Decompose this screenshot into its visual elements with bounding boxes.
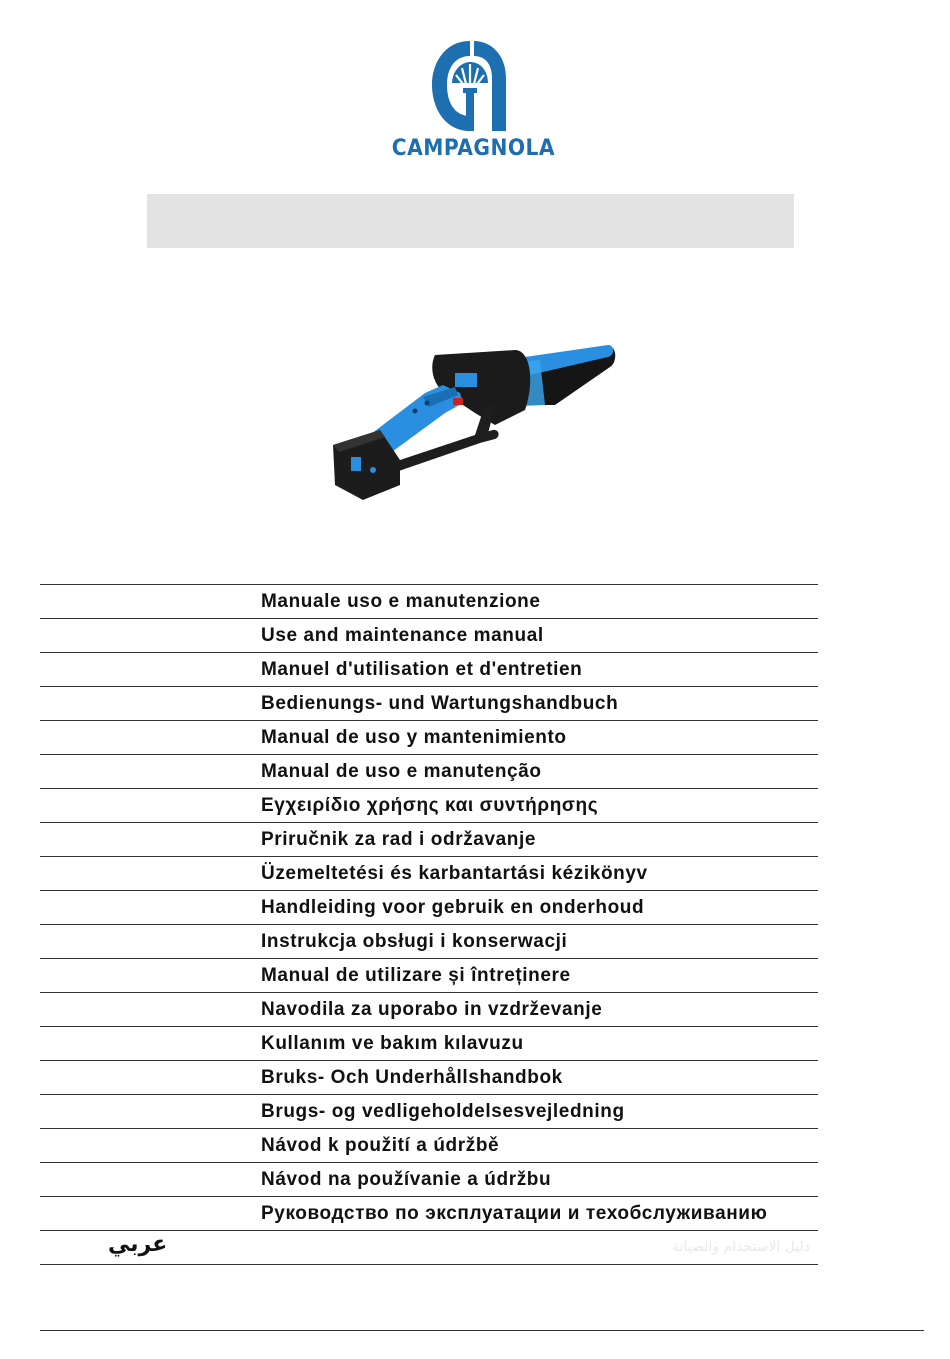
list-item: [40, 1162, 818, 1196]
list-item: [40, 1128, 818, 1162]
list-item: [40, 788, 818, 822]
manual-title: Manuel d'utilisation et d'entretien: [261, 659, 583, 680]
arabic-manual-title: دليل الاستخدام والصيانة: [672, 1239, 810, 1255]
manual-title: Manual de utilizare și întreținere: [261, 965, 571, 986]
manual-title: Руководство по эксплуатации и техобслуживанию: [261, 1203, 768, 1224]
manual-title: Εγχειρίδιο χρήσης και συντήρησης: [261, 795, 599, 816]
manual-title: Návod k použití a údržbě: [261, 1135, 500, 1156]
arabic-row: [40, 1230, 818, 1265]
brand-name: CAMPAGNOLA: [391, 136, 556, 161]
manual-title: Priručnik za rad i održavanje: [261, 829, 537, 850]
manual-title: Bedienungs- und Wartungshandbuch: [261, 693, 619, 714]
manual-title: Manual de uso y mantenimiento: [261, 727, 567, 748]
manual-title: Instrukcja obsługi i konserwacji: [261, 931, 568, 952]
campagnola-logo: [385, 38, 555, 168]
list-item: [40, 856, 818, 890]
list-item: [40, 890, 818, 924]
list-item: [40, 686, 818, 720]
list-item: [40, 958, 818, 992]
list-item: [40, 1060, 818, 1094]
title-banner: [147, 194, 794, 248]
list-item: [40, 822, 818, 856]
list-item: [40, 1094, 818, 1128]
manual-language-list: [40, 584, 818, 1265]
list-item: [40, 618, 818, 652]
manual-title: Use and maintenance manual: [261, 625, 544, 646]
list-item: [40, 652, 818, 686]
manual-title: Brugs- og vedligeholdelsesvejledning: [261, 1101, 625, 1122]
list-item: [40, 720, 818, 754]
campagnola-tree-icon: [430, 38, 510, 138]
manual-title: Navodila za uporabo in vzdrževanje: [261, 999, 603, 1020]
manual-title: Kullanım ve bakım kılavuzu: [261, 1033, 524, 1054]
manual-title: Návod na používanie a údržbu: [261, 1169, 552, 1190]
manual-title: Handleiding voor gebruik en onderhoud: [261, 897, 645, 918]
list-item: [40, 924, 818, 958]
manual-title: Bruks- Och Underhållshandbok: [261, 1067, 563, 1088]
battery-pruning-saw-image: [325, 335, 625, 510]
list-item: [40, 584, 818, 618]
list-item: [40, 754, 818, 788]
list-item: [40, 1196, 818, 1230]
list-item: [40, 992, 818, 1026]
list-item: [40, 1026, 818, 1060]
manual-title: Üzemeltetési és karbantartási kézikönyv: [261, 863, 648, 884]
manual-title: Manual de uso e manutenção: [261, 761, 542, 782]
arabic-language-label: عربي: [108, 1232, 168, 1257]
footer-divider: [40, 1330, 924, 1331]
manual-title: Manuale uso e manutenzione: [261, 591, 541, 612]
